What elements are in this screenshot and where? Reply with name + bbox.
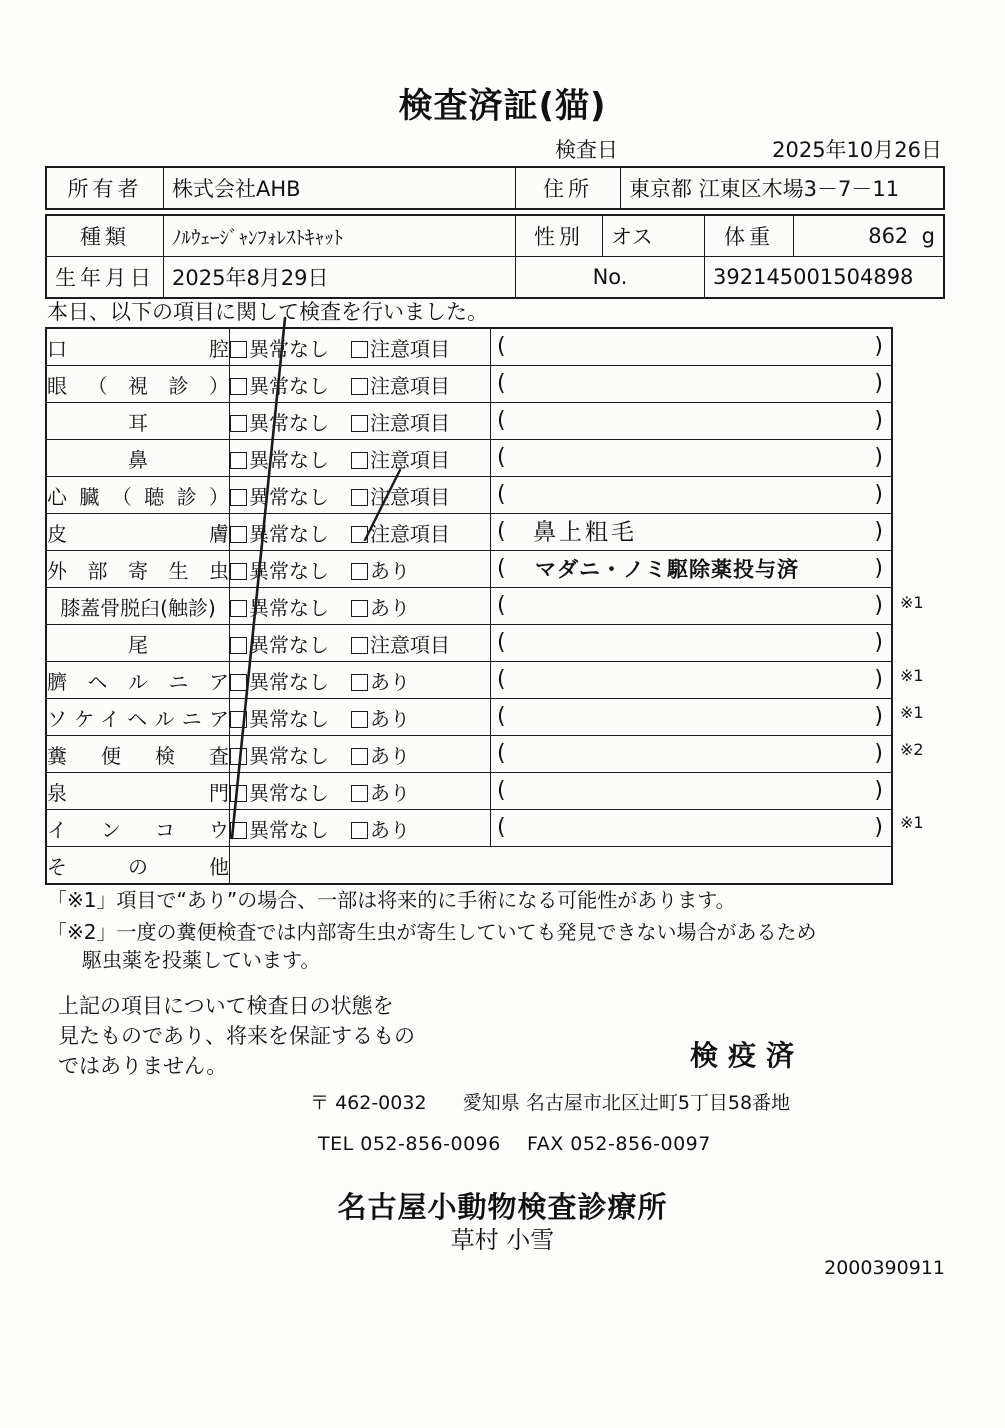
address-value: 東京都 江東区木場3－7－11 — [621, 167, 945, 209]
checkbox-icon[interactable] — [351, 452, 368, 469]
checkbox-option-label: 異常なし — [249, 595, 329, 620]
checkbox-checked-icon[interactable] — [230, 415, 247, 432]
exam-row — [46, 736, 892, 773]
checkbox-icon[interactable] — [351, 563, 368, 580]
exam-row — [46, 810, 892, 847]
pet-table — [45, 214, 945, 299]
quarantine-stamp: 検疫済 — [690, 1039, 805, 1072]
exam-row — [46, 514, 892, 551]
checkbox-checked-icon[interactable] — [230, 600, 247, 617]
footnote-2-line1: 「※2」一度の糞便検査では内部寄生虫が寄生していても発見できない場合があるため — [47, 920, 817, 944]
disclaimer-line-2: 見たものであり、将来を保証するもの — [58, 1023, 415, 1048]
paren-open: ( — [497, 482, 506, 507]
exam-row-label — [46, 736, 230, 773]
breed-value: ﾉﾙｳｪｰｼﾞｬﾝﾌｫﾚｽﾄｷｬｯﾄ — [164, 215, 516, 257]
checkbox-option-caution[interactable] — [351, 407, 450, 436]
disclaimer-line-1: 上記の項目について検査日の状態を — [58, 994, 394, 1018]
exam-row-options — [230, 810, 491, 847]
footnote-mark: ※1 — [900, 593, 924, 613]
checkbox-option-normal[interactable] — [230, 629, 329, 658]
paren-open: ( — [497, 408, 506, 433]
paren-open: ( — [497, 556, 506, 581]
exam-row-note-cell[interactable] — [491, 366, 893, 403]
exam-row-label-text: 臍ヘルニア — [47, 669, 229, 694]
owner-table — [45, 166, 945, 210]
checkbox-option-label: 異常なし — [249, 410, 329, 435]
checkbox-checked-icon[interactable] — [351, 526, 368, 543]
exam-row-label — [46, 625, 230, 662]
exam-row-label-text: その他 — [47, 854, 229, 879]
checkbox-option-label: 異常なし — [249, 521, 329, 546]
exam-row-label-text: 眼（視診） — [47, 373, 229, 398]
paren-close: ) — [874, 519, 883, 544]
checkbox-option-normal[interactable] — [230, 740, 329, 769]
checkbox-option-label: あり — [370, 595, 410, 620]
exam-row-label — [46, 699, 230, 736]
checkbox-icon[interactable] — [351, 378, 368, 395]
inspection-date-row — [45, 134, 945, 164]
checkbox-option-label: 異常なし — [249, 706, 329, 731]
exam-row-note-cell[interactable] — [491, 662, 893, 699]
checkbox-option-label: 注意項目 — [370, 410, 450, 435]
exam-row-label-text: 口腔 — [47, 336, 229, 361]
checkbox-option-caution[interactable] — [351, 444, 450, 473]
table-row — [46, 167, 944, 209]
checkbox-option-caution[interactable] — [351, 370, 450, 399]
checkbox-icon[interactable] — [230, 526, 247, 543]
exam-row — [46, 699, 892, 736]
checkbox-option-normal[interactable] — [230, 370, 329, 399]
checkbox-icon[interactable] — [351, 674, 368, 691]
checkbox-checked-icon[interactable] — [230, 341, 247, 358]
exam-row-label-text: 心臓（聴診） — [47, 484, 229, 509]
exam-row-note-cell[interactable] — [491, 477, 893, 514]
checkbox-option-present[interactable] — [351, 740, 410, 769]
checkbox-checked-icon[interactable] — [230, 674, 247, 691]
checkbox-option-label: あり — [370, 817, 410, 842]
exam-row-options — [230, 551, 491, 588]
footnote-2-line2: 駆虫薬を投薬しています。 — [82, 948, 321, 972]
paren-open: ( — [497, 519, 506, 544]
checkbox-option-normal[interactable] — [230, 407, 329, 436]
checkbox-option-label: 注意項目 — [370, 447, 450, 472]
checkbox-checked-icon[interactable] — [230, 822, 247, 839]
exam-row-note-cell[interactable] — [491, 810, 893, 847]
exam-row-note-cell[interactable] — [491, 328, 893, 366]
owner-label: 所有者 — [46, 167, 164, 209]
checkbox-option-label: 注意項目 — [370, 632, 450, 657]
exam-row-label-text: 糞便検査 — [47, 743, 229, 768]
paren-close: ) — [874, 593, 883, 618]
paren-open: ( — [497, 741, 506, 766]
checkbox-icon[interactable] — [351, 341, 368, 358]
checkbox-option-present[interactable] — [351, 666, 410, 695]
paren-open: ( — [497, 630, 506, 655]
exam-row-note-cell[interactable] — [491, 551, 893, 588]
checkbox-checked-icon[interactable] — [230, 748, 247, 765]
checkbox-icon[interactable] — [351, 822, 368, 839]
exam-row-label-text: 尾 — [128, 632, 148, 657]
sex-label: 性別 — [516, 215, 603, 257]
checkbox-option-normal[interactable] — [230, 481, 329, 510]
address-label: 住所 — [516, 167, 621, 209]
exam-row-label-text: 耳 — [128, 410, 148, 435]
exam-row-note-cell[interactable] — [491, 625, 893, 662]
exam-row-label — [46, 588, 230, 625]
exam-row-label — [46, 810, 230, 847]
paren-close: ) — [874, 408, 883, 433]
exam-row — [46, 328, 892, 366]
exam-row-label — [46, 477, 230, 514]
checkbox-option-label: あり — [370, 669, 410, 694]
checkbox-icon[interactable] — [351, 711, 368, 728]
exam-row-options — [230, 588, 491, 625]
exam-row-label — [46, 773, 230, 810]
exam-row-options — [230, 662, 491, 699]
checkbox-option-normal[interactable] — [230, 666, 329, 695]
checkbox-checked-icon[interactable] — [230, 563, 247, 580]
disclaimer — [58, 992, 415, 1081]
paren-close: ) — [874, 482, 883, 507]
checkbox-option-label: あり — [370, 743, 410, 768]
checkbox-option-present[interactable] — [351, 555, 410, 584]
checkbox-option-normal[interactable] — [230, 592, 329, 621]
exam-row — [46, 440, 892, 477]
exam-row-label — [46, 366, 230, 403]
exam-table — [45, 327, 893, 885]
exam-row-label-text: 鼻 — [128, 447, 148, 472]
exam-row — [46, 847, 892, 885]
inspection-date-value: 2025年10月26日 — [772, 138, 942, 162]
exam-row — [46, 773, 892, 810]
checkbox-option-label: あり — [370, 558, 410, 583]
paren-close: ) — [874, 815, 883, 840]
footnote-mark: ※1 — [900, 812, 924, 832]
checkbox-checked-icon[interactable] — [230, 637, 247, 654]
exam-row-options — [230, 625, 491, 662]
weight-unit: g — [921, 224, 935, 248]
paren-open: ( — [497, 445, 506, 470]
exam-row-note-cell[interactable] — [491, 773, 893, 810]
checkbox-option-normal[interactable] — [230, 444, 329, 473]
exam-row-note-cell[interactable] — [491, 403, 893, 440]
exam-row — [46, 403, 892, 440]
clinic-fax: FAX 052-856-0097 — [527, 1133, 711, 1155]
exam-row-options — [230, 403, 491, 440]
veterinarian-name: 草村 小雪 — [450, 1226, 555, 1254]
paren-close: ) — [874, 556, 883, 581]
footnote-mark: ※1 — [900, 703, 924, 722]
checkbox-option-label: 異常なし — [249, 669, 329, 694]
exam-row-label — [46, 514, 230, 551]
paren-open: ( — [497, 371, 506, 396]
checkbox-option-label: あり — [370, 706, 410, 731]
pet-number-value: 392145001504898 — [705, 257, 945, 299]
paren-close: ) — [874, 778, 883, 803]
checkbox-option-present[interactable] — [351, 777, 410, 806]
checkbox-option-label: 異常なし — [249, 558, 329, 583]
exam-row-options — [230, 477, 491, 514]
paren-open: ( — [497, 815, 506, 840]
paren-open: ( — [497, 704, 506, 729]
paren-close: ) — [874, 334, 883, 359]
footnote-1: 「※1」項目で“あり”の場合、一部は将来的に手術になる可能性があります。 — [47, 888, 736, 912]
exam-row-options — [230, 773, 491, 810]
exam-row-note-cell[interactable] — [491, 736, 893, 773]
exam-row-label — [46, 328, 230, 366]
weight-label: 体重 — [705, 215, 794, 257]
exam-row-note-cell[interactable] — [491, 588, 893, 625]
exam-row-label-text: 外部寄生虫 — [47, 558, 229, 583]
paren-open: ( — [497, 593, 506, 618]
paren-close: ) — [874, 667, 883, 692]
checkbox-option-label: 注意項目 — [370, 373, 450, 398]
paren-close: ) — [874, 371, 883, 396]
exam-row-options — [230, 699, 491, 736]
footnote-mark: ※1 — [900, 666, 924, 686]
exam-row-options — [230, 366, 491, 403]
exam-row-options — [230, 514, 491, 551]
paren-open: ( — [497, 778, 506, 803]
checkbox-option-caution[interactable] — [351, 481, 450, 510]
checkbox-option-label: 異常なし — [249, 632, 329, 657]
exam-row-label-text: 皮膚 — [47, 521, 229, 546]
exam-row-options — [230, 328, 491, 366]
table-row — [46, 215, 944, 257]
checkbox-checked-icon[interactable] — [230, 711, 247, 728]
clinic-name: 名古屋小動物検査診療所 — [337, 1190, 668, 1224]
checkbox-option-normal[interactable] — [230, 703, 329, 732]
exam-row-note-cell[interactable] — [491, 699, 893, 736]
checkbox-checked-icon[interactable] — [230, 452, 247, 469]
checkbox-option-present[interactable] — [351, 814, 410, 843]
checkbox-option-normal[interactable] — [230, 333, 329, 362]
checkbox-option-label: 異常なし — [249, 817, 329, 842]
page-title: 検査済証(猫) — [398, 86, 607, 126]
checkbox-option-normal[interactable] — [230, 518, 329, 547]
checkbox-option-label: 注意項目 — [370, 521, 450, 546]
inspection-date-label: 検査日 — [555, 138, 618, 162]
paren-close: ) — [874, 445, 883, 470]
checkbox-option-normal[interactable] — [230, 777, 329, 806]
checkbox-checked-icon[interactable] — [230, 378, 247, 395]
exam-row-label-text: 泉門 — [47, 780, 229, 805]
printed-note: マダニ・ノミ駆除薬投与済 — [535, 557, 799, 582]
weight-value: 862 — [868, 224, 909, 248]
paren-close: ) — [874, 741, 883, 766]
checkbox-option-caution[interactable] — [351, 629, 450, 658]
pet-number-label: No. — [516, 257, 705, 299]
exam-row-label — [46, 551, 230, 588]
checkbox-checked-icon[interactable] — [230, 489, 247, 506]
exam-row-label — [46, 403, 230, 440]
clinic-address — [310, 1088, 790, 1115]
clinic-address-text: 愛知県 名古屋市北区辻町5丁目58番地 — [462, 1092, 791, 1114]
checkbox-icon[interactable] — [351, 489, 368, 506]
checkbox-option-present[interactable] — [351, 703, 410, 732]
checkbox-option-caution[interactable] — [351, 518, 450, 547]
paren-open: ( — [497, 667, 506, 692]
checkbox-option-label: 異常なし — [249, 743, 329, 768]
footnote-mark: ※2 — [900, 739, 924, 759]
checkbox-icon[interactable] — [351, 637, 368, 654]
exam-row — [46, 551, 892, 588]
paren-close: ) — [874, 704, 883, 729]
checkbox-icon[interactable] — [351, 785, 368, 802]
exam-row-label-text: インコウ — [47, 817, 229, 842]
checkbox-option-caution[interactable] — [351, 333, 450, 362]
exam-row-label — [46, 847, 230, 885]
exam-row-options — [230, 440, 491, 477]
checkbox-option-label: 異常なし — [249, 484, 329, 509]
postal-code: 462-0032 — [335, 1092, 427, 1114]
exam-row-label-text: 膝蓋骨脱臼(触診) — [60, 595, 216, 620]
breed-label: 種類 — [46, 215, 164, 257]
table-row — [46, 257, 944, 299]
sex-value: オス — [603, 215, 705, 257]
exam-row-label — [46, 440, 230, 477]
disclaimer-line-3: ではありません。 — [58, 1053, 228, 1078]
checkbox-option-label: 注意項目 — [370, 336, 450, 361]
exam-row-options — [230, 736, 491, 773]
weight-cell — [794, 215, 945, 257]
checkbox-option-label: 異常なし — [249, 780, 329, 805]
checkbox-icon[interactable] — [351, 415, 368, 432]
exam-row — [46, 477, 892, 514]
checkbox-option-label: あり — [370, 780, 410, 805]
exam-row — [46, 625, 892, 662]
birthdate-value: 2025年8月29日 — [164, 257, 516, 299]
exam-row — [46, 366, 892, 403]
exam-row-blank — [230, 847, 893, 885]
exam-row — [46, 588, 892, 625]
document-number: 2000390911 — [824, 1257, 945, 1279]
checkbox-icon[interactable] — [351, 748, 368, 765]
checkbox-option-label: 異常なし — [249, 447, 329, 472]
clinic-contact — [318, 1133, 711, 1155]
checkbox-option-label: 異常なし — [249, 373, 329, 398]
exam-row-note-cell[interactable] — [491, 440, 893, 477]
checkbox-option-label: 注意項目 — [370, 484, 450, 509]
checkbox-option-normal[interactable] — [230, 814, 329, 843]
checkbox-checked-icon[interactable] — [230, 785, 247, 802]
exam-row-note-cell[interactable] — [491, 514, 893, 551]
intro-text: 本日、以下の項目に関して検査を行いました。 — [47, 300, 488, 324]
handwritten-note: 鼻上粗毛 — [533, 519, 637, 546]
birthdate-label: 生年月日 — [46, 257, 164, 299]
owner-name-value: 株式会社AHB — [164, 167, 516, 209]
checkbox-icon[interactable] — [351, 600, 368, 617]
paren-close: ) — [874, 630, 883, 655]
postal-mark-icon: 〒 — [310, 1092, 330, 1114]
exam-row — [46, 662, 892, 699]
checkbox-option-present[interactable] — [351, 592, 410, 621]
exam-row-label — [46, 662, 230, 699]
clinic-tel: TEL 052-856-0096 — [318, 1133, 501, 1155]
exam-row-label-text: ソケイヘルニア — [47, 706, 229, 731]
paren-open: ( — [497, 334, 506, 359]
checkbox-option-normal[interactable] — [230, 555, 329, 584]
checkbox-option-label: 異常なし — [249, 336, 329, 361]
